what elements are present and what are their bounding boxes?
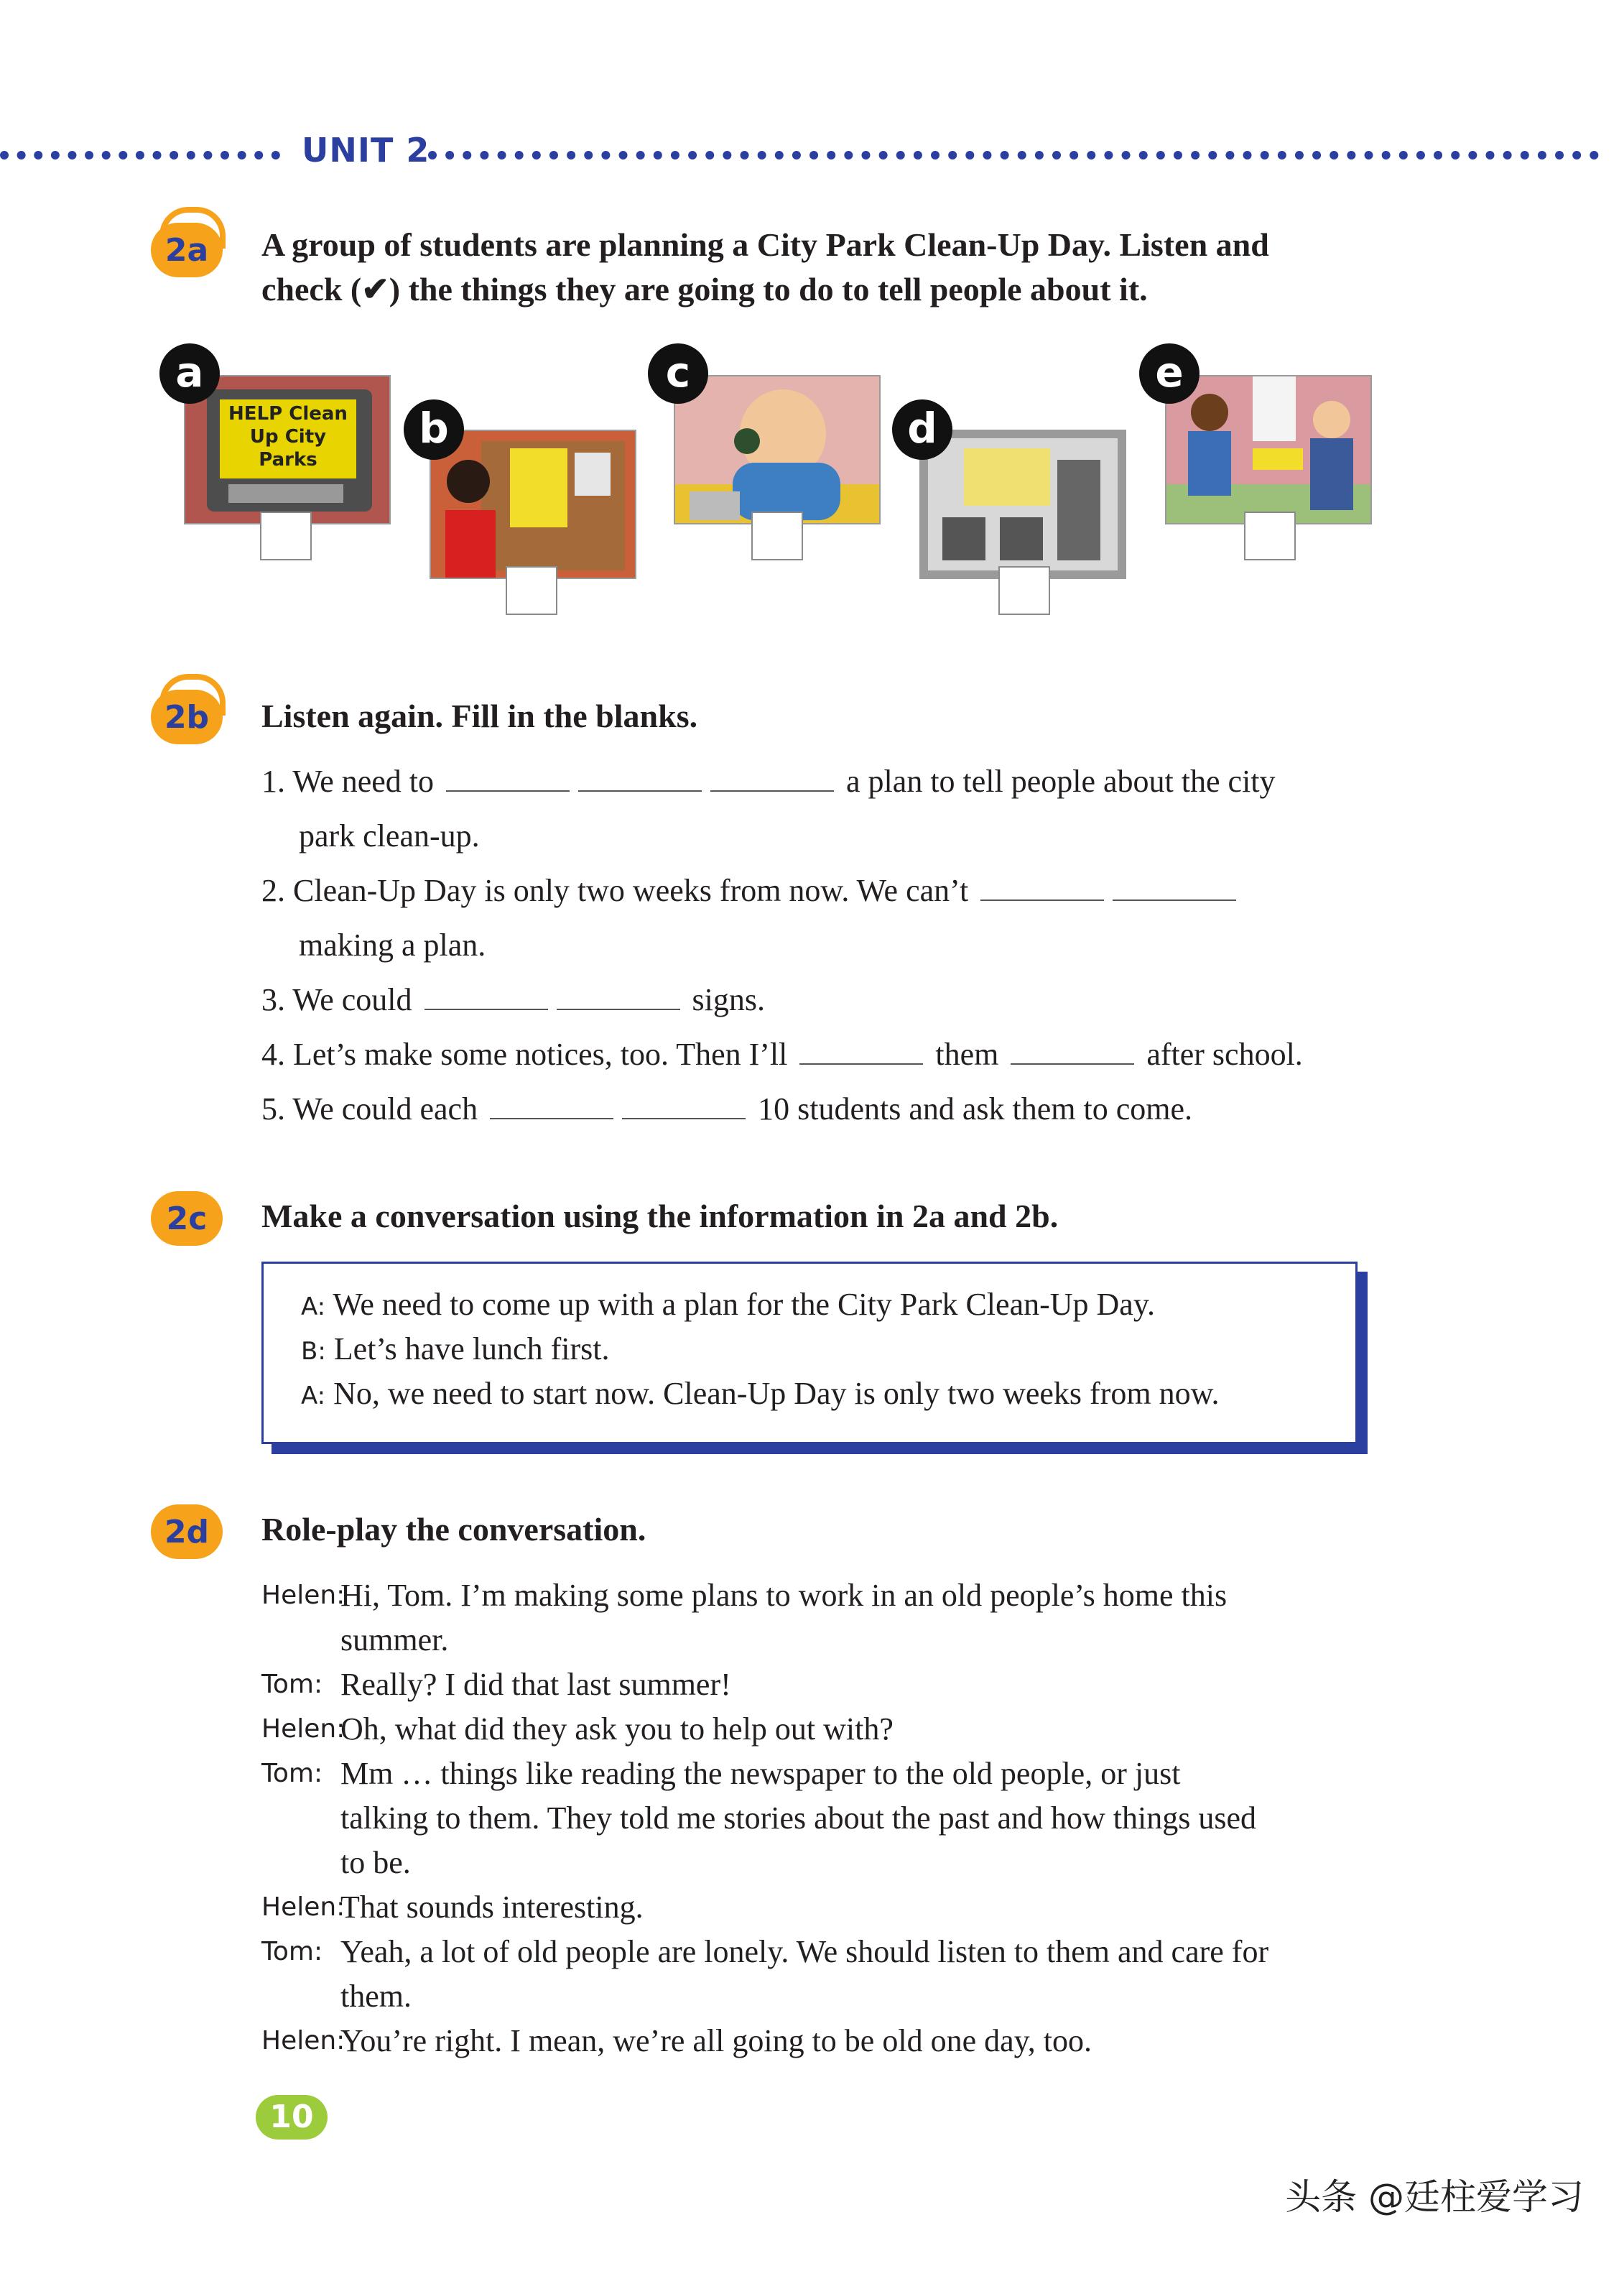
section-2d-badge: 2d: [151, 1504, 223, 1559]
newspaper-icon: [921, 431, 1125, 578]
picture-c-phone-call: [674, 375, 881, 524]
role-speaker: Tom:: [261, 1759, 323, 1788]
checkbox-b[interactable]: [506, 566, 557, 615]
section-2b-badge: 2b: [151, 690, 223, 744]
role-line: to be.: [340, 1845, 411, 1880]
role-line: Hi, Tom. I’m making some plans to work in an old people’s home this: [340, 1578, 1228, 1613]
role-speaker: Helen:: [261, 1714, 345, 1744]
fill-item-1-cont: park clean-up.: [299, 818, 480, 854]
instruction-line-2: check (✔) the things they are going to do to tell people about it.: [261, 271, 1148, 307]
blank-input[interactable]: [980, 892, 1104, 901]
picture-b-notice-board: [430, 430, 636, 579]
role-speaker: Tom:: [261, 1937, 323, 1966]
picture-a-tv: [184, 375, 391, 524]
blank-input[interactable]: [1113, 892, 1236, 901]
blank-input[interactable]: [557, 1002, 680, 1010]
section-2a-instruction: [261, 223, 1269, 312]
picture-d-newspaper: [919, 430, 1126, 579]
conversation-box: [261, 1262, 1358, 1444]
role-line: talking to them. They told me stories about the past and how things used: [340, 1800, 1257, 1836]
role-line: That sounds interesting.: [340, 1890, 644, 1925]
handing-out-notices-icon: [1166, 376, 1370, 523]
conversation-line: B: Let’s have lunch first.: [301, 1331, 610, 1366]
phone-call-icon: [675, 376, 879, 523]
blank-input[interactable]: [799, 1056, 923, 1065]
section-2d-instruction: Role-play the conversation.: [261, 1511, 646, 1548]
fill-item-3: 3. We could signs.: [261, 982, 765, 1017]
blank-input[interactable]: [1011, 1056, 1134, 1065]
unit-dotted-line-left: [0, 151, 280, 159]
blank-input[interactable]: [578, 783, 702, 792]
role-speaker: Helen:: [261, 1892, 345, 1922]
role-line: them.: [340, 1979, 412, 2014]
role-line: Really? I did that last summer!: [340, 1667, 731, 1702]
blank-input[interactable]: [424, 1002, 548, 1010]
unit-title: UNIT 2: [302, 131, 430, 170]
fill-item-1: 1. We need to a plan to tell people about the city: [261, 764, 1276, 799]
picture-letter-a: a: [159, 343, 220, 404]
fill-item-5: 5. We could each 10 students and ask them to come.: [261, 1091, 1192, 1127]
picture-letter-c: c: [648, 343, 708, 404]
instruction-line-1: A group of students are planning a City Park Clean-Up Day. Listen and: [261, 226, 1269, 263]
conversation-line: A: No, we need to start now. Clean-Up Day is only two weeks from now.: [301, 1376, 1220, 1411]
checkbox-d[interactable]: [998, 566, 1050, 615]
blank-input[interactable]: [490, 1111, 613, 1119]
watermark-text: 头条 @廷柱爱学习: [1285, 2176, 1584, 2218]
fill-item-2-cont: making a plan.: [299, 928, 486, 963]
picture-e-handing-out: [1165, 375, 1372, 524]
blank-input[interactable]: [622, 1111, 746, 1119]
checkbox-c[interactable]: [751, 512, 803, 560]
role-line: Oh, what did they ask you to help out with?: [340, 1711, 894, 1747]
picture-letter-d: d: [892, 399, 952, 460]
tv-sign-text: HELP Clean Up City Parks: [228, 403, 348, 471]
checkbox-a[interactable]: [260, 512, 312, 560]
blank-input[interactable]: [710, 783, 834, 792]
picture-letter-b: b: [404, 399, 464, 460]
role-line: Mm … things like reading the newspaper to the old people, or just: [340, 1756, 1181, 1791]
fill-item-2: 2. Clean-Up Day is only two weeks from now. We can’t: [261, 864, 1240, 918]
role-speaker: Helen:: [261, 2026, 345, 2055]
picture-letter-e: e: [1139, 343, 1200, 404]
unit-dotted-line-right: [428, 151, 1599, 159]
section-2c-badge: 2c: [151, 1191, 223, 1246]
notice-board-icon: [431, 431, 635, 578]
page-number: 10: [256, 2095, 328, 2140]
section-2b-instruction: Listen again. Fill in the blanks.: [261, 698, 698, 734]
checkbox-e[interactable]: [1244, 512, 1296, 560]
fill-item-4: 4. Let’s make some notices, too. Then I’ll them after school.: [261, 1037, 1303, 1072]
role-speaker: Tom:: [261, 1670, 323, 1699]
conversation-line: A: We need to come up with a plan for the City Park Clean-Up Day.: [301, 1287, 1155, 1322]
section-2a-badge: 2a: [151, 223, 223, 277]
role-line: You’re right. I mean, we’re all going to be old one day, too.: [340, 2023, 1092, 2058]
blank-input[interactable]: [446, 783, 570, 792]
role-line: summer.: [340, 1622, 449, 1657]
role-speaker: Helen:: [261, 1581, 345, 1610]
role-line: Yeah, a lot of old people are lonely. We should listen to them and care for: [340, 1934, 1269, 1969]
section-2c-instruction: Make a conversation using the information in 2a and 2b.: [261, 1198, 1059, 1234]
